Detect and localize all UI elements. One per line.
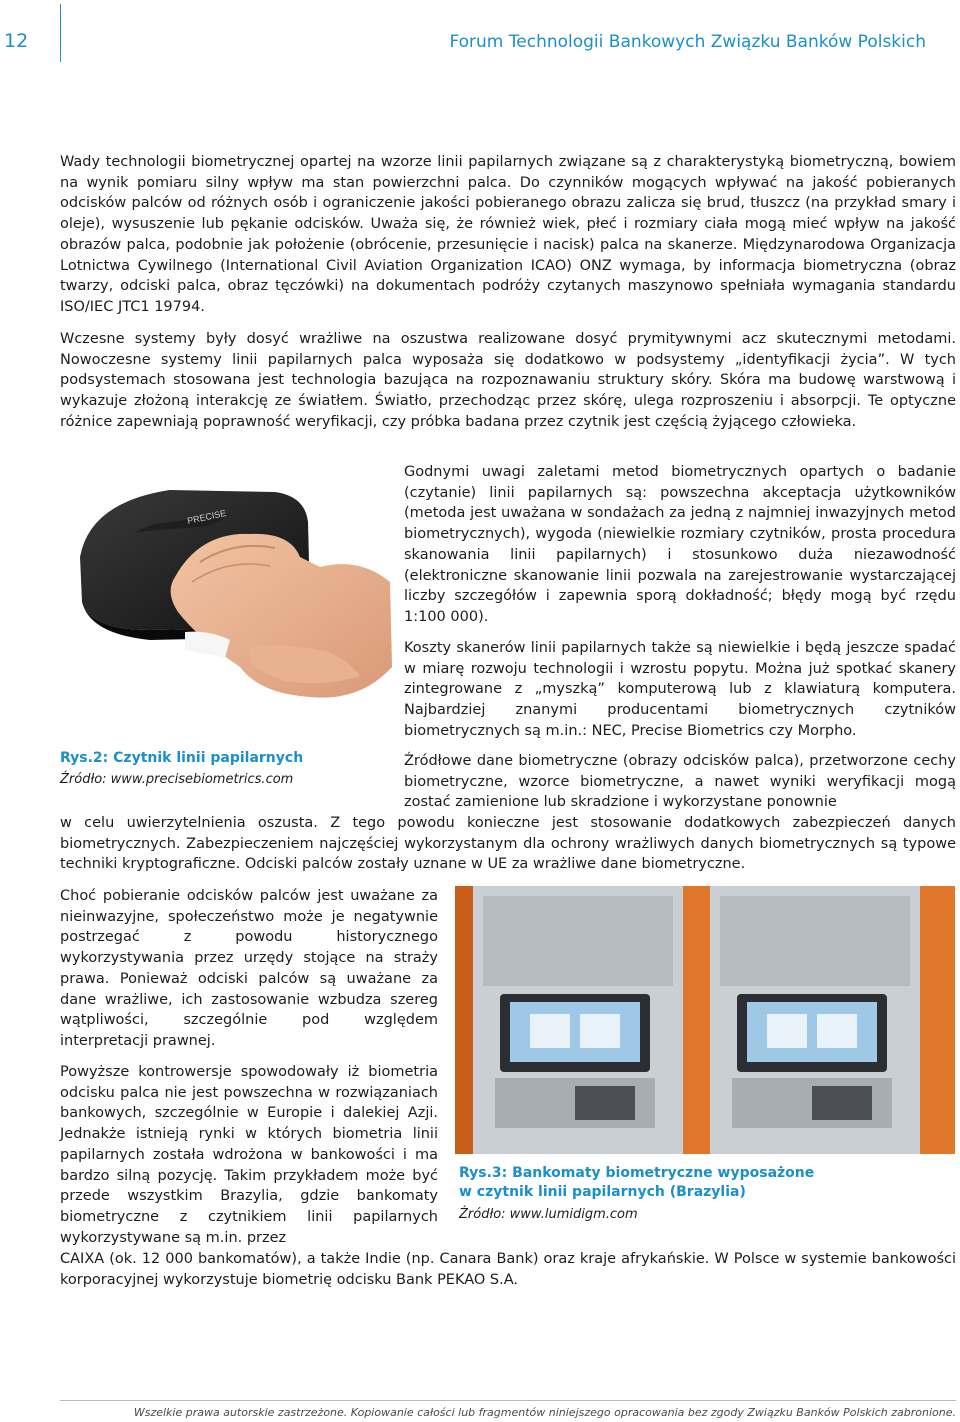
footer-divider (60, 1400, 956, 1401)
figure-3-caption-line1: Rys.3: Bankomaty biometryczne wyposażone (459, 1165, 815, 1181)
page-number: 12 (4, 30, 29, 52)
header-divider (60, 4, 61, 62)
paragraph-social-perception: Choć pobieranie odcisków palców jest uważane za nieinwazyjne, społeczeństwo może je negatywnie postrzegać z powodu historycznego wykorzystywania przez urzędy stojące na straży prawa. Ponieważ odciski palców są uważane za dane wrażliwe, ich zastosowanie wzbudza szereg wątpliwości, szczególnie pod względem interpretacji prawnej. (60, 888, 438, 1049)
paragraph-banking-adoption: Powyższe kontrowersje spowodowały iż biometria odcisku palca nie jest powszechna w rozwiązaniach bankowych, szczególnie w Europie i dalekiej Azji. Jednakże istnieją rynki w których biometria linii papilarnych została wdrożona w bankowości i ma bardzo silną pozycję. Takim przykładem może być przede wszystkim Brazylia, gdzie bankomaty biometryczne z czytnikiem linii papilarnych wykorzystywane są m.in. przez (60, 1064, 438, 1246)
device-logo-text: PRECISE (186, 507, 228, 526)
paragraph-scanner-costs: Koszty skanerów linii papilarnych także są niewielkie i będą jeszcze spadać w miarę rozwoju technologii i wzrostu popytu. Można już spotkać skanery zintegrowane z „myszką” komputerową lub z klawiaturą komputera. Najbardziej znanymi producentami biometrycznych czytników biometrycznych są m.in.: NEC, Precise Biometrics czy Morpho. (404, 640, 956, 739)
fingerprint-reader-illustration (60, 462, 392, 737)
paragraph-data-theft: Źródłowe dane biometryczne (obrazy odcisków palca), przetworzone cechy biometryczne, wzorce biometryczne, a nawet wyniki weryfikacji mogą zostać zamienione lub skradzione i wykorzystane ponownie (404, 753, 956, 811)
biometric-atm-photo (455, 886, 955, 1154)
paragraph-banking-adoption-continued: CAIXA (ok. 12 000 bankomatów), a także Indie (np. Canara Bank) oraz kraje afrykańskie. W Polsce w systemie bankowości korporacyjnej wykorzystuje biometrię odcisku Bank PEKAO S.A. (60, 1251, 956, 1288)
figure-3-source: Źródło: www.lumidigm.com (459, 1207, 638, 1222)
publication-title: Forum Technologii Bankowych Związku Banków Polskich (449, 32, 926, 52)
atm-illustration (455, 886, 955, 1154)
figure-2-source: Źródło: www.precisebiometrics.com (60, 772, 294, 787)
fingerprint-reader-photo (60, 462, 392, 737)
figure-3-caption-line2: w czytnik linii papilarnych (Brazylia) (459, 1184, 746, 1200)
figure-2-caption: Rys.2: Czytnik linii papilarnych (60, 750, 304, 766)
paragraph-fingerprint-drawbacks: Wady technologii biometrycznej opartej na wzorze linii papilarnych związane są z charakterystyką biometryczną, bowiem na wynik pomiaru silny wpływ ma stan powierzchni palca. Do czynników mogących wpływać na jakość pobieranych odcisków palców od różnych osób i ograniczenie jakości pobieranego obrazu zalicza się brud, tłuszcz (na przykład smary i oleje), wysuszenie lub pękanie odcisków. Uważa się, że również wiek, płeć i rozmiary ciała mogą mieć wpływ na jakość obrazów palca, podobnie jak położenie (obrócenie, przesunięcie i nacisk) palca na skanerze. Międzynarodowa Organizacja Lotnictwa Cywilnego (International Civil Aviation Organization ICAO) ONZ wymaga, by informacja biometryczna (obraz twarzy, odciski palca, obraz tęczówki) na dokumentach podróży czytanych maszynowo spełniała wymagania standardu ISO/IEC JTC1 19794. (60, 154, 956, 315)
paragraph-advantages: Godnymi uwagi zaletami metod biometrycznych opartych o badanie (czytanie) linii papilarnych są: powszechna akceptacja użytkowników (metoda jest uważana w sondażach za jedną z najmniej inwazyjnych metod biometrycznych), wygoda (niewielkie rozmiary czytników, prosta procedura skanowania linii papilarnych) i stosunkowo duża niezawodność (elektroniczne skanowanie linii pozwala na zarejestrowanie wystarczającej liczby szczegółów i zapewnia sporą dokładność; błędy mogą być rzędu 1:100 000). (404, 464, 956, 625)
copyright-footer: Wszelkie prawa autorskie zastrzeżone. Kopiowanie całości lub fragmentów niniejszego opracowania bez zgody Związku Banków Polskich zabronione. (133, 1406, 956, 1419)
paragraph-data-theft-continued: w celu uwierzytelnienia oszusta. Z tego powodu konieczne jest stosowanie dodatkowych zabezpieczeń danych biometrycznych. Zabezpieczeniem najczęściej wykorzystanym dla ochrony wrażliwych danych biometrycznych są typowe techniki kryptograficzne. Odciski palców zostały uznane w UE za wrażliwe dane biometryczne. (60, 815, 956, 873)
paragraph-liveness-detection: Wczesne systemy były dosyć wrażliwe na oszustwa realizowane dosyć prymitywnymi acz skutecznymi metodami. Nowoczesne systemy linii papilarnych palca wyposaża się dodatkowo w podsystemy „identyfikacji życia”. W tych podsystemach stosowana jest technologia bazująca na rozpoznawaniu struktury skóry. Skóra ma budowę warstwową i wykazuje złożoną interakcję ze światłem. Światło, przechodząc przez skórę, ulega rozproszeniu i absorpcji. Te optyczne różnice zapewniają poprawność weryfikacji, czy próbka badana przez czytnik jest częścią żyjącego człowieka. (60, 331, 956, 430)
